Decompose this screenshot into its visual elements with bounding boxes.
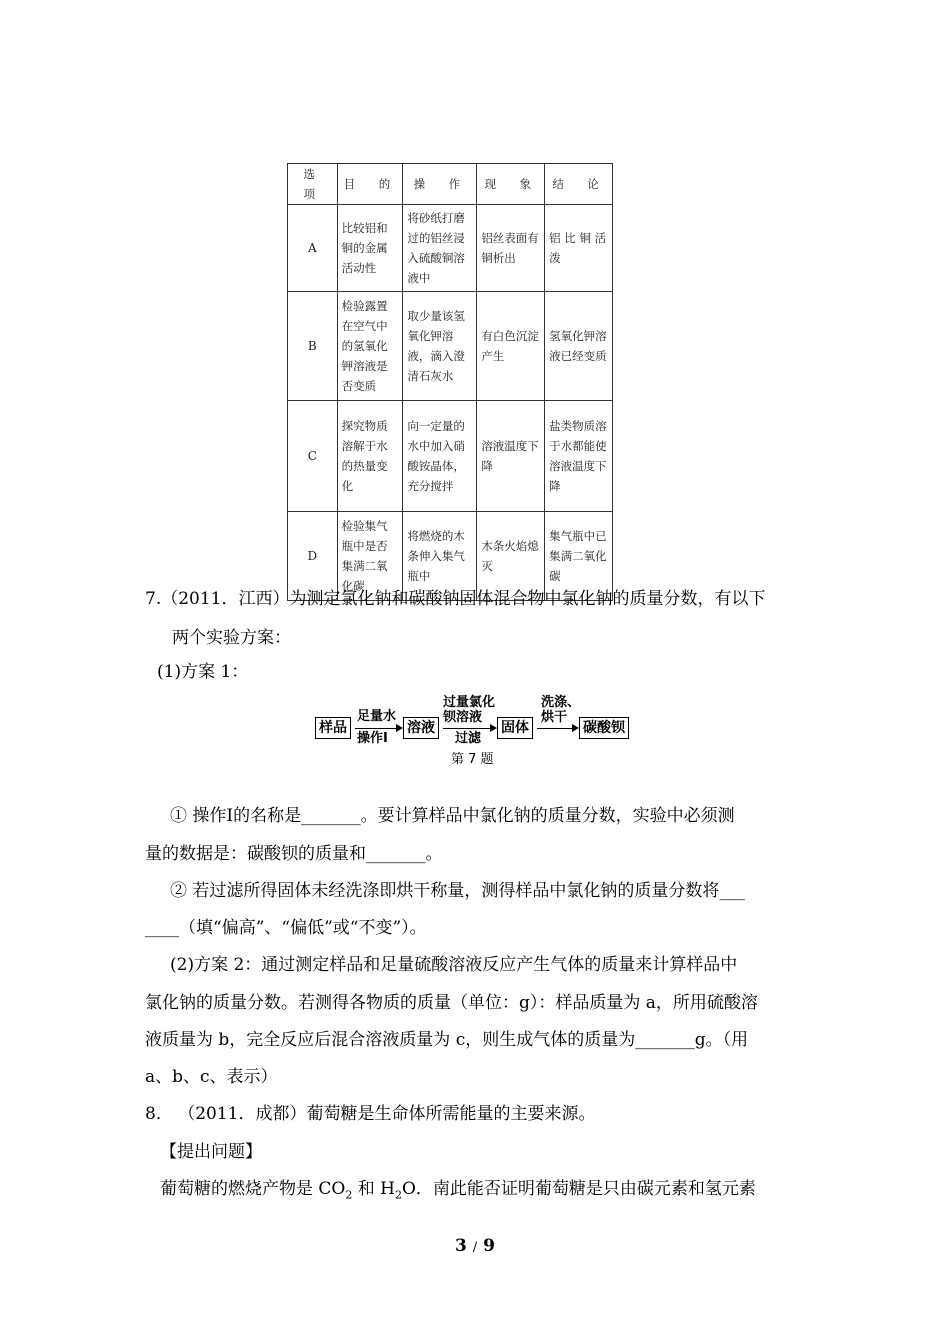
table-row bbox=[288, 205, 613, 292]
cell-phenomenon: 铝丝表面有铜析出 bbox=[477, 205, 545, 292]
page-number bbox=[0, 1236, 950, 1256]
cell-conclusion: 盐类物质溶于水都能使溶液温度下降 bbox=[545, 401, 613, 512]
page-separator: / bbox=[472, 1240, 478, 1255]
header-option: 选 项 bbox=[288, 164, 338, 205]
cell-purpose: 检验集气瓶中是否集满二氧化碳 bbox=[337, 512, 403, 601]
question-8-line-1: 8． （2011．成都）葡萄糖是生命体所需能量的主要来源。 bbox=[145, 1104, 596, 1124]
flow-box-sample: 样品 bbox=[315, 717, 351, 739]
flow-label-step1-bottom: 操作Ⅰ bbox=[357, 731, 388, 746]
cell-purpose: 探究物质溶解于水的热量变化 bbox=[337, 401, 403, 512]
table-row bbox=[288, 292, 613, 401]
subscript: 2 bbox=[395, 1188, 402, 1202]
cell-operation: 向一定量的水中加入硝酸铵晶体，充分搅拌 bbox=[403, 401, 477, 512]
figure-caption: 第 7 题 bbox=[451, 752, 494, 767]
question-7-p8: a、b、c、表示） bbox=[145, 1067, 278, 1087]
flow-box-product: 碳酸钡 bbox=[579, 717, 629, 739]
flow-diagram bbox=[315, 693, 635, 768]
text-segment: O．南此能否证明葡萄糖是只由碳元素和氢元素 bbox=[402, 1179, 756, 1199]
question-8-line-3 bbox=[160, 1178, 756, 1206]
question-7-p2: 量的数据是：碳酸钡的质量和_______。 bbox=[145, 844, 443, 864]
cell-conclusion: 铝 比 铜 活泼 bbox=[545, 205, 613, 292]
plan-1-label: (1)方案 1： bbox=[157, 662, 249, 682]
text-segment: 和 H bbox=[352, 1179, 395, 1199]
total-pages: 9 bbox=[483, 1236, 495, 1256]
flow-label-step3-top1: 洗涤、 bbox=[541, 695, 581, 710]
cell-conclusion: 集气瓶中已集满二氧化碳 bbox=[545, 512, 613, 601]
experiment-table bbox=[287, 163, 613, 593]
cell-phenomenon: 木条火焰熄灭 bbox=[477, 512, 545, 601]
flow-box-solution: 溶液 bbox=[403, 717, 439, 739]
question-7-p3: ② 若过滤所得固体未经洗涤即烘干称量，测得样品中氯化钠的质量分数将___ bbox=[170, 881, 745, 901]
cell-operation: 取少量该氢氧化钾溶液，滴入澄清石灰水 bbox=[403, 292, 477, 401]
flow-label-step3-top2: 烘干 bbox=[541, 710, 568, 725]
cell-option: D bbox=[288, 512, 338, 601]
question-7-p1: ① 操作Ⅰ的名称是_______。要计算样品中氯化钠的质量分数，实验中必须测 bbox=[170, 806, 735, 826]
text-segment: 葡萄糖的燃烧产物是 CO bbox=[160, 1179, 346, 1199]
cell-option: B bbox=[288, 292, 338, 401]
flow-box-solid: 固体 bbox=[497, 717, 533, 739]
cell-purpose: 检验露置在空气中的氢氧化钾溶液是否变质 bbox=[337, 292, 403, 401]
flow-label-step2-top1: 过量氯化 bbox=[443, 695, 496, 710]
flow-arrow-1 bbox=[355, 728, 401, 729]
cell-phenomenon: 有白色沉淀产生 bbox=[477, 292, 545, 401]
cell-conclusion: 氢氧化钾溶液已经变质 bbox=[545, 292, 613, 401]
cell-option: C bbox=[288, 401, 338, 512]
flow-label-step2-bottom: 过滤 bbox=[455, 731, 482, 746]
cell-purpose: 比较铝和铜的金属活动性 bbox=[337, 205, 403, 292]
question-7-p4: ____（填“偏高”、“偏低”或“不变”）。 bbox=[145, 918, 427, 938]
question-7-line-1: 7.（2011．江西）为测定氯化钠和碳酸钠固体混合物中氯化钠的质量分数，有以下 bbox=[145, 589, 766, 609]
header-phenomenon: 现 象 bbox=[477, 164, 545, 205]
cell-operation: 将砂纸打磨过的铝丝浸入硫酸铜溶液中 bbox=[403, 205, 477, 292]
subscript: 2 bbox=[345, 1188, 353, 1202]
question-7-p6: 氯化钠的质量分数。若测得各物质的质量（单位：g）：样品质量为 a，所用硫酸溶 bbox=[145, 993, 758, 1013]
current-page: 3 bbox=[455, 1236, 467, 1256]
flow-label-step2-top2: 钡溶液 bbox=[443, 710, 483, 725]
question-7-line-2: 两个实验方案： bbox=[172, 628, 291, 648]
section-heading: 【提出问题】 bbox=[160, 1142, 262, 1162]
table-header-row bbox=[288, 164, 613, 205]
cell-option: A bbox=[288, 205, 338, 292]
cell-operation: 将燃烧的木条伸入集气瓶中 bbox=[403, 512, 477, 601]
header-conclusion: 结 论 bbox=[545, 164, 613, 205]
header-operation: 操 作 bbox=[403, 164, 477, 205]
flow-label-step1-top: 足量水 bbox=[357, 709, 397, 724]
flow-arrow-2 bbox=[443, 728, 495, 729]
header-purpose: 目 的 bbox=[337, 164, 403, 205]
question-7-p7: 液质量为 b，完全反应后混合溶液质量为 c，则生成气体的质量为_______g。（用 bbox=[145, 1030, 749, 1050]
question-7-p5: (2)方案 2：通过测定样品和足量硫酸溶液反应产生气体的质量来计算样品中 bbox=[170, 955, 738, 975]
table-row bbox=[288, 401, 613, 512]
flow-arrow-3 bbox=[537, 728, 577, 729]
cell-phenomenon: 溶液温度下降 bbox=[477, 401, 545, 512]
